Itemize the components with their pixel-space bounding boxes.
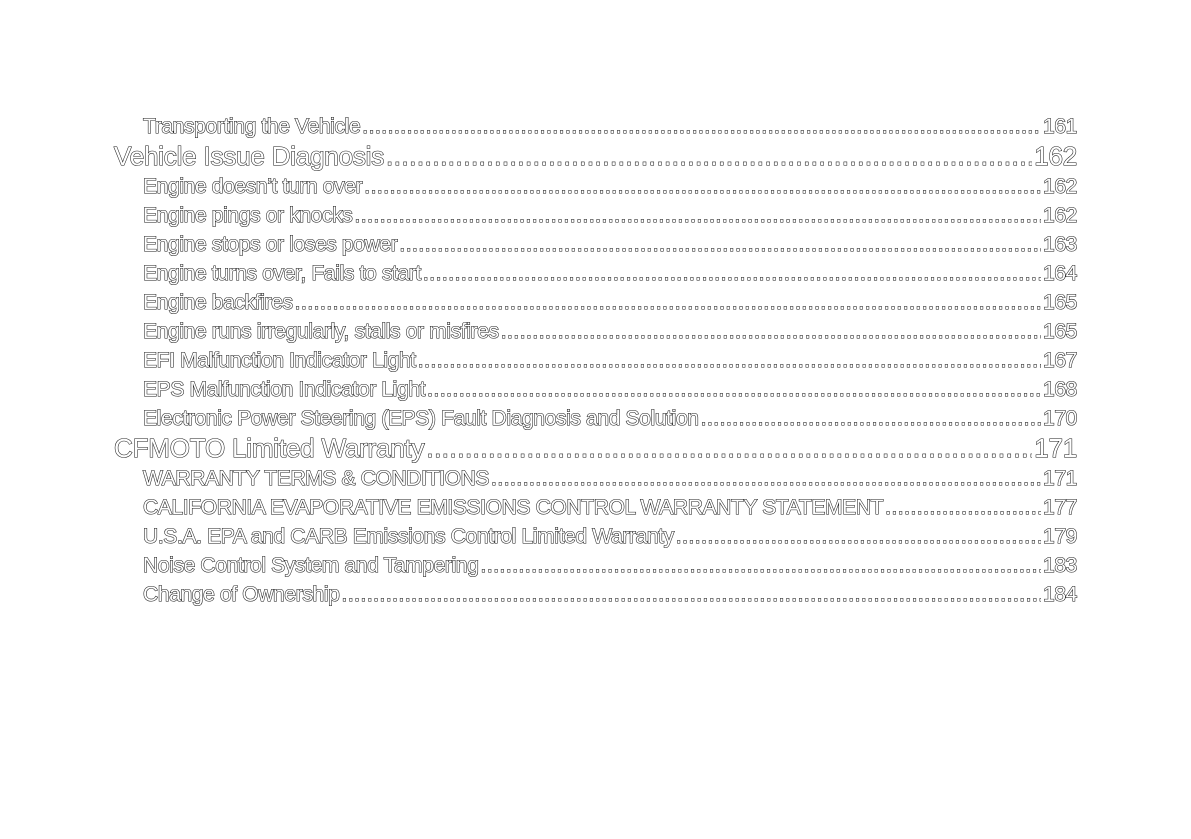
dot-leader bbox=[399, 230, 1041, 259]
toc-entry-page: 177 bbox=[1043, 496, 1077, 519]
toc-entry-engine-runs-irregularly[interactable] bbox=[114, 317, 1077, 346]
dot-leader bbox=[481, 551, 1041, 580]
toc-entry-title: Engine stops or loses power bbox=[143, 233, 398, 256]
toc-entry-warranty-terms-conditions[interactable] bbox=[114, 464, 1077, 493]
toc-entry-title: Transporting the Vehicle bbox=[143, 115, 361, 138]
toc-entry-title: CALIFORNIA EVAPORATIVE EMISSIONS CONTROL WARRANTY STATEMENT bbox=[143, 496, 884, 519]
toc-entry-page: 171 bbox=[1043, 467, 1077, 490]
toc-entry-engine-stops-or-loses-power[interactable] bbox=[114, 230, 1077, 259]
toc-entry-title: Engine backfires bbox=[143, 291, 293, 314]
toc-entry-efi-malfunction-indicator-light[interactable] bbox=[114, 346, 1077, 375]
toc-entry-title: Engine runs irregularly, stalls or misfires bbox=[143, 320, 499, 343]
toc-entry-title: Electronic Power Steering (EPS) Fault Diagnosis and Solution bbox=[143, 407, 699, 430]
toc-entry-page: 179 bbox=[1043, 525, 1077, 548]
toc-section-cfmoto-limited-warranty[interactable] bbox=[114, 433, 1077, 464]
toc-entry-page: 162 bbox=[1043, 175, 1077, 198]
toc-entry-page: 165 bbox=[1043, 291, 1077, 314]
table-of-contents bbox=[114, 112, 1077, 609]
dot-leader bbox=[701, 404, 1041, 433]
toc-entry-change-of-ownership[interactable] bbox=[114, 580, 1077, 609]
toc-entry-engine-doesnt-turn-over[interactable] bbox=[114, 172, 1077, 201]
toc-section-vehicle-issue-diagnosis[interactable] bbox=[114, 141, 1077, 172]
toc-entry-page: 164 bbox=[1043, 262, 1077, 285]
toc-entry-title: EPS Malfunction Indicator Light bbox=[143, 378, 426, 401]
toc-entry-title: EFI Malfunction Indicator Light bbox=[143, 349, 416, 372]
dot-leader bbox=[676, 522, 1041, 551]
dot-leader bbox=[501, 317, 1041, 346]
dot-leader bbox=[362, 112, 1041, 141]
dot-leader bbox=[885, 493, 1041, 522]
toc-section-title: Vehicle Issue Diagnosis bbox=[114, 141, 384, 171]
toc-entry-eps-fault-diagnosis[interactable] bbox=[114, 404, 1077, 433]
toc-entry-page: 163 bbox=[1043, 233, 1077, 256]
toc-entry-title: Noise Control System and Tampering bbox=[143, 554, 479, 577]
dot-leader bbox=[354, 201, 1041, 230]
toc-entry-engine-pings-or-knocks[interactable] bbox=[114, 201, 1077, 230]
toc-entry-page: 167 bbox=[1043, 349, 1077, 372]
dot-leader bbox=[427, 375, 1041, 404]
toc-entry-engine-backfires[interactable] bbox=[114, 288, 1077, 317]
toc-entry-title: Engine turns over, Fails to start bbox=[143, 262, 421, 285]
dot-leader bbox=[426, 433, 1032, 464]
toc-entry-page: 161 bbox=[1043, 115, 1077, 138]
toc-entry-engine-turns-over-fails-to-start[interactable] bbox=[114, 259, 1077, 288]
toc-entry-california-evaporative-emissions[interactable] bbox=[114, 493, 1077, 522]
toc-entry-page: 183 bbox=[1043, 554, 1077, 577]
toc-entry-page: 168 bbox=[1043, 378, 1077, 401]
toc-entry-noise-control-system[interactable] bbox=[114, 551, 1077, 580]
toc-entry-title: Engine doesn’t turn over bbox=[143, 175, 363, 198]
dot-leader bbox=[341, 580, 1041, 609]
dot-leader bbox=[423, 259, 1041, 288]
dot-leader bbox=[364, 172, 1041, 201]
toc-entry-usa-epa-carb-warranty[interactable] bbox=[114, 522, 1077, 551]
toc-section-page: 162 bbox=[1034, 141, 1077, 171]
dot-leader bbox=[491, 464, 1041, 493]
toc-entry-title: Engine pings or knocks bbox=[143, 204, 353, 227]
toc-entry-page: 170 bbox=[1043, 407, 1077, 430]
toc-entry-title: WARRANTY TERMS & CONDITIONS bbox=[143, 467, 490, 490]
toc-entry-title: Change of Ownership bbox=[143, 583, 340, 606]
toc-entry-page: 165 bbox=[1043, 320, 1077, 343]
toc-section-title: CFMOTO Limited Warranty bbox=[114, 433, 425, 463]
dot-leader bbox=[418, 346, 1041, 375]
dot-leader bbox=[386, 141, 1032, 172]
toc-entry-transporting-the-vehicle[interactable] bbox=[114, 112, 1077, 141]
dot-leader bbox=[295, 288, 1041, 317]
toc-section-page: 171 bbox=[1034, 433, 1077, 463]
toc-entry-title: U.S.A. EPA and CARB Emissions Control Limited Warranty bbox=[143, 525, 674, 548]
toc-entry-page: 184 bbox=[1043, 583, 1077, 606]
toc-entry-eps-malfunction-indicator-light[interactable] bbox=[114, 375, 1077, 404]
toc-entry-page: 162 bbox=[1043, 204, 1077, 227]
